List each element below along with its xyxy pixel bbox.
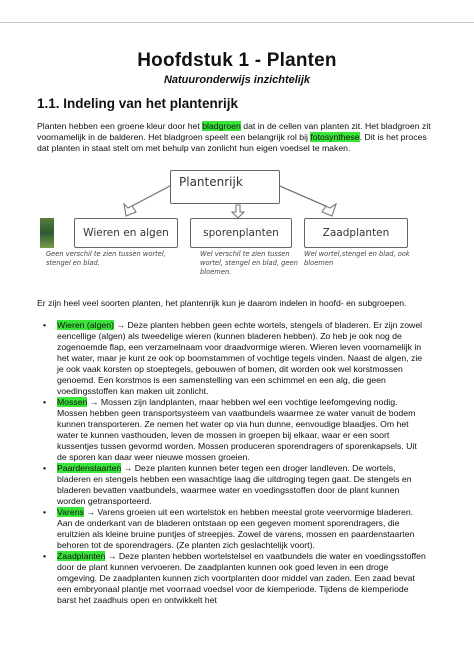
diagram-box-wieren: Wieren en algen (74, 218, 178, 248)
arrow-right (280, 186, 336, 216)
bullet-icon: • (43, 397, 47, 407)
bullet-icon: • (43, 320, 47, 330)
arrow-left (124, 186, 170, 216)
highlight-bladgroen: bladgroen (202, 121, 241, 131)
arrow-middle (232, 205, 244, 218)
intro2-paragraph: Er zijn heel veel soorten planten, het plantenrijk kun je daarom indelen in hoofd- en subgroepen. (37, 298, 407, 308)
term-wieren: Wieren (algen) (57, 320, 114, 330)
caption-zaadplanten: Wel wortel,stengel en blad, ook bloemen (304, 250, 410, 267)
term-varens: Varens (57, 507, 84, 517)
intro-text-1: Planten hebben een groene kleur door het (37, 121, 203, 131)
list-item (43, 320, 427, 397)
top-divider (0, 22, 474, 23)
seaweed-thumbnail (40, 218, 54, 248)
caption-wieren: Geen verschil te zien tussen wortel, stengel en blad. (46, 250, 166, 267)
bullet-text: → Deze planten hebben wortelstelsel en vaatbundels die water en voedingsstoffen door de plant kunnen vervoeren. De zaadplanten kunnen ook goed leven in een droge omgeving. De zaadplanten kunnen zich voortplanten door middel van zaden. Een zaad bevat een embryonaal plantje met voorraad voedsel voor de kiemperiode. Tijdens de kiemperiode barst het zaadhuis open en ontwikkelt het (57, 551, 426, 605)
bullet-text: → Varens groeien uit een wortelstok en hebben meestal grote veervormige bladeren. Aan de onderkant van de bladeren ontstaan op een gegeven moment sporendragers, die eruitzien als kleine bruine puntjes of streepjes. Zowel de varens, mossen en paardenstaarten behoren tot de sporendragers. (Ze planten zich geslachtelijk voort). (57, 507, 415, 550)
bullet-text: → Deze planten hebben geen echte wortels, stengels of bladeren. Er zijn zowel eencellige (algen) als tweedelige wieren (kunnen bladeren hebben). Zo heb je ook nog de zogenoemde flap, een verzamelnaam voor draadvormige wieren. Wieren leven voornamelijk in het water, maar je kunt ze ook op boomstammen of vochtige tegels vinden. Naast de algen, zie je ook vaak korsten op stoeptegels, gebouwen of bomen, dit worden ook wel korstmossen genoemd. Een korstmos is een samenstelling van een schimmel en een alg, die geen voedingsstoffen kan maken uit zonlicht. (57, 320, 423, 396)
bullet-icon: • (43, 551, 47, 561)
term-paardenstaarten: Paardenstaarten (57, 463, 122, 473)
highlight-fotosynthese: fotosynthese (310, 132, 360, 142)
bullet-icon: • (43, 463, 47, 473)
section-heading: 1.1. Indeling van het plantenrijk (37, 96, 239, 111)
diagram-box-zaadplanten: Zaadplanten (304, 218, 408, 248)
page-title: Hoofdstuk 1 - Planten (137, 50, 337, 71)
page-subtitle: Natuuronderwijs inzichtelijk (163, 74, 311, 86)
list-item (43, 507, 427, 551)
diagram-box-sporenplanten: sporenplanten (190, 218, 292, 248)
bullet-text: → Mossen zijn landplanten, maar hebben wel een vochtige leefomgeving nodig. Mossen hebben geen transportsysteem van vaatbundels waarmee ze water vanuit de bodem kunnen transporteren. Ze nemen het water op via hun dunne, eenvoudige blaadjes. Om het water te kunnen vasthouden, leven de mossen in groepen bij elkaar, waar er een soort kussentjes tussen gevormd worden. Mossen produceren sporendragers of sporenkapsels. Uit de sporen kan daar weer nieuwe mossen groeien. (57, 397, 417, 462)
bullet-icon: • (43, 507, 47, 517)
intro-text-2: dat in de cellen van planten zit. Het bladgroen zit voornamelijk in de balderen. Het bladgroen speelt een belangrijk rol bij (37, 121, 431, 142)
list-item (43, 551, 427, 606)
term-zaadplanten: Zaadplanten (57, 551, 106, 561)
bullet-text: → Deze planten kunnen beter tegen een droger landleven. De wortels, bladeren en stengels hebben een wasachtige laag die uitdroging tegen gaat. De stengels en bladeren bevatten vaatbundels, waarmee water en voedingsstoffen door de plant kunnen worden getransporteerd. (57, 463, 412, 506)
list-item (43, 463, 427, 507)
intro-text-3: . Dit is het proces dat planten in staat stelt om met behulp van zonlicht hun eigen voedsel te maken. (37, 132, 427, 153)
plant-groups-list (43, 320, 427, 606)
term-mossen: Mossen (57, 397, 88, 407)
diagram-root-box: Plantenrijk (170, 170, 280, 204)
plantenrijk-diagram (40, 158, 440, 286)
list-item (43, 397, 427, 463)
intro-paragraph (37, 121, 437, 154)
caption-sporenplanten: Wel verschil te zien tussen wortel, stengel en blad, geen bloemen. (200, 250, 298, 276)
